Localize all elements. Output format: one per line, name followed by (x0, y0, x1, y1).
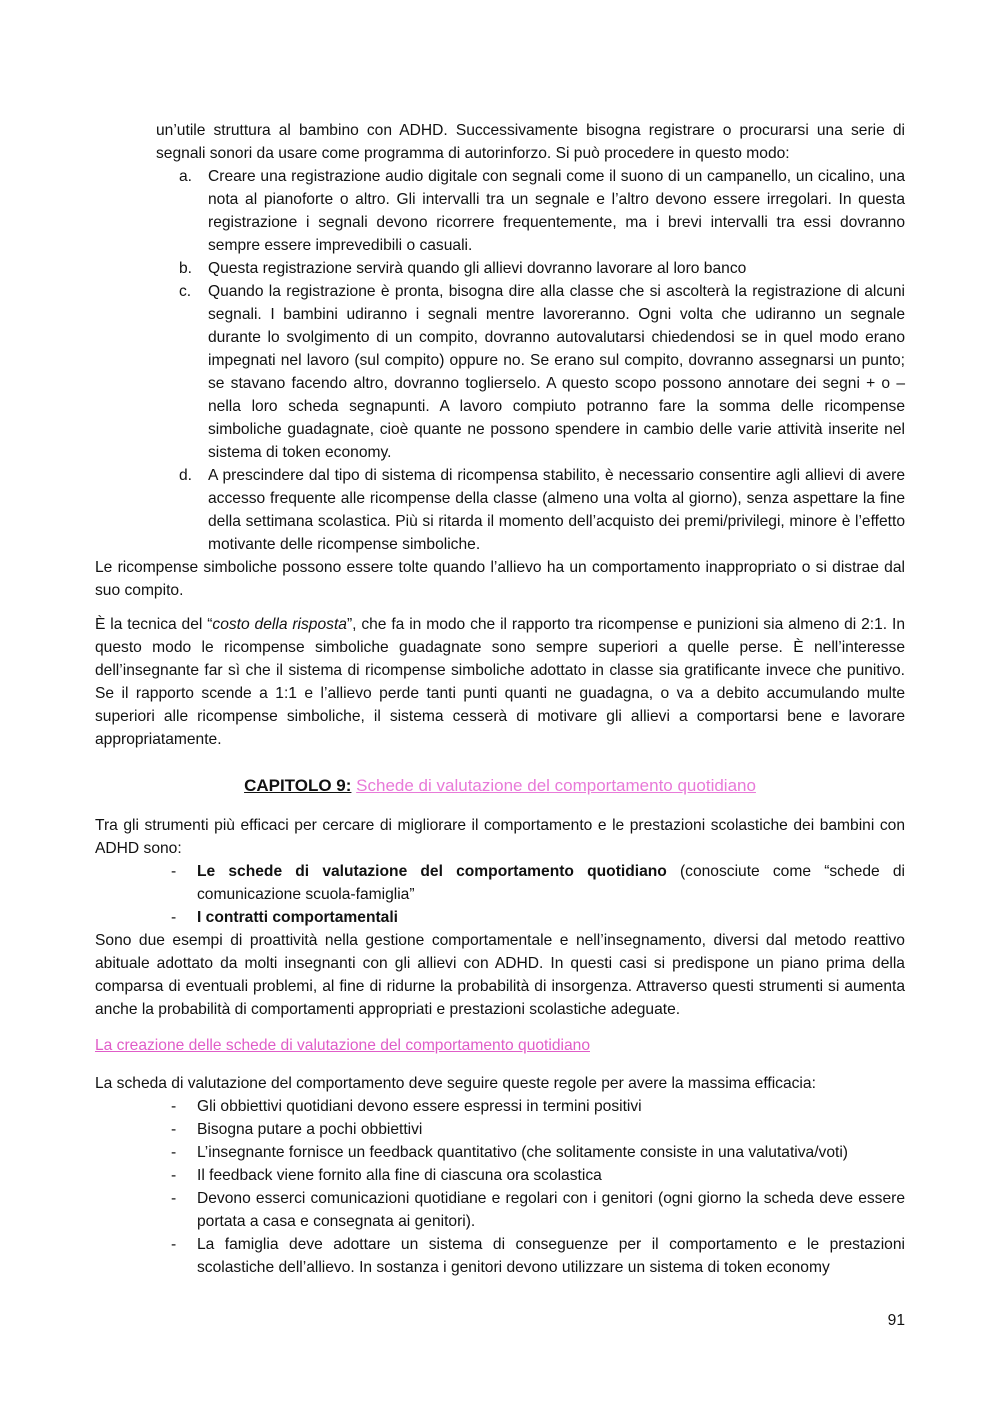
list-item (95, 257, 905, 280)
paragraph-text: È la tecnica del “ (95, 616, 213, 633)
list-marker: - (171, 1144, 177, 1161)
list-item (95, 1141, 905, 1164)
list-item-text: Gli obbiettivi quotidiani devono essere espressi in termini positivi (197, 1098, 642, 1115)
list-item-text: Il feedback viene fornito alla fine di ciascuna ora scolastica (197, 1167, 602, 1184)
paragraph-costo-risposta (95, 613, 905, 751)
list-marker: c. (179, 283, 192, 300)
list-item-text: La famiglia deve adottare un sistema di conseguenze per il comportamento e le prestazioni scolastiche dell’allievo. In sostanza i genitori devono utilizzare un sistema di token economy (197, 1236, 905, 1276)
page-number: 91 (887, 1312, 905, 1329)
list-item-text: Bisogna putare a pochi obbiettivi (197, 1121, 423, 1138)
paragraph-strumenti: Tra gli strumenti più efficaci per cercare di migliorare il comportamento e le prestazioni scolastiche dei bambini con ADHD sono: (95, 817, 905, 857)
list-marker: - (171, 1190, 177, 1207)
bold-text: Le schede di valutazione del comportamento quotidiano (197, 863, 667, 880)
list-marker: - (171, 1121, 177, 1138)
list-item (95, 1233, 905, 1279)
list-item (95, 1118, 905, 1141)
list-item-text: (conosciute come “schede di comunicazione scuola-famiglia” (197, 863, 905, 903)
rules-list (95, 1095, 905, 1279)
list-item (95, 1164, 905, 1187)
bold-text: I contratti comportamentali (197, 909, 399, 926)
list-item-text: A prescindere dal tipo di sistema di ricompensa stabilito, è necessario consentire agli allievi di avere accesso frequente alle ricompense della classe (almeno una volta al giorno), senza aspettare la fine della settimana scolastica. Più si ritarda il momento dell’acquisto dei premi/privilegi, minore è l’effetto motivante delle ricompense simboliche. (208, 467, 905, 553)
list-item-text: Questa registrazione servirà quando gli allievi dovranno lavorare al loro banco (208, 260, 747, 277)
paragraph-regole: La scheda di valutazione del comportamento deve seguire queste regole per avere la massima efficacia: (95, 1075, 816, 1092)
chapter-title: Schede di valutazione del comportamento quotidiano (356, 776, 756, 795)
list-marker: a. (179, 168, 193, 185)
list-marker: - (171, 1098, 177, 1115)
chapter-heading (95, 774, 905, 797)
chapter-label: CAPITOLO 9: (244, 776, 352, 795)
page-content (95, 119, 905, 1279)
list-item (95, 280, 905, 464)
paragraph-tolte: Le ricompense simboliche possono essere tolte quando l’allievo ha un comportamento inappropriato o si distrae dal suo compito. (95, 559, 905, 599)
list-item (95, 1187, 905, 1233)
list-item-text: Quando la registrazione è pronta, bisogna dire alla classe che si ascolterà la registrazione di alcuni segnali. I bambini udiranno i segnali mentre lavoreranno. Ogni volta che udiranno un segnale durante lo svolgimento di un compito, dovranno autovalutarsi chiedendosi se in quel modo erano impegnati nel lavoro (sul compito) oppure no. Se erano sul compito, dovranno assegnarsi un punto; se stavano facendo altro, dovranno toglierselo. A questo scopo possono annotare dei segni + o – nella loro scheda segnapunti. A lavoro compiuto potranno fare la somma delle ricompense simboliche guadagnate, cioè quante ne possono spendere in cambio delle varie attività inserite nel sistema di token economy. (208, 283, 905, 461)
list-marker: - (171, 1167, 177, 1184)
list-item-text: Creare una registrazione audio digitale con segnali come il suono di un campanello, un cicalino, una nota al pianoforte o altro. Gli intervalli tra un segnale e l’altro devono essere irregolari. In questa registrazione i segnali devono ricorrere frequentemente, ma i brevi intervalli tra essi dovranno sempre essere imprevedibili o casuali. (208, 168, 905, 254)
list-marker: - (171, 863, 177, 880)
list-marker: d. (179, 467, 193, 484)
intro-paragraph: un’utile struttura al bambino con ADHD. Successivamente bisogna registrare o procurarsi una serie di segnali sonori da usare come programma di autorinforzo. Si può procedere in questo modo: (156, 122, 905, 162)
list-marker: - (171, 909, 177, 926)
list-item (95, 464, 905, 556)
list-item-text: L’insegnante fornisce un feedback quantitativo (che solitamente consiste in una valutativa/voti) (197, 1144, 849, 1161)
list-item (95, 860, 905, 906)
list-item-text: Devono esserci comunicazioni quotidiane e regolari con i genitori (ogni giorno la scheda deve essere portata a casa e consegnata ai genitori). (197, 1190, 905, 1230)
section-subheading: La creazione delle schede di valutazione del comportamento quotidiano (95, 1037, 590, 1054)
tools-list (95, 860, 905, 929)
list-item (95, 165, 905, 257)
list-item (95, 1095, 905, 1118)
steps-list (95, 165, 905, 556)
paragraph-text: ”, che fa in modo che il rapporto tra ricompense e punizioni sia almeno di 2:1. In questo modo le ricompense simboliche guadagnate sono sempre superiori a quelle perse. È nell’interesse dell’insegnante far sì che il sistema di ricompense simboliche adottato in classe sia gratificante invece che punitivo. Se il rapporto scende a 1:1 e l’allievo perde tanti punti quanti ne guadagna, o va a debito accumulando multe superiori alle ricompense simboliche, il sistema cesserà di motivare gli allievi a comportarsi bene e lavorare appropriatamente. (95, 616, 905, 748)
list-marker: - (171, 1236, 177, 1253)
list-marker: b. (179, 260, 193, 277)
list-item (95, 906, 905, 929)
emphasis-text: costo della risposta (212, 616, 347, 633)
paragraph-proattivita: Sono due esempi di proattività nella gestione comportamentale e nell’insegnamento, diversi dal metodo reattivo abituale adottato da molti insegnanti con gli allievi con ADHD. In questi casi si predispone un piano prima della comparsa di eventuali problemi, al fine di ridurne la probabilità di insorgenza. Attraverso questi strumenti si aumenta anche la probabilità di comportamenti appropriati e prestazioni scolastiche adeguate. (95, 932, 905, 1018)
